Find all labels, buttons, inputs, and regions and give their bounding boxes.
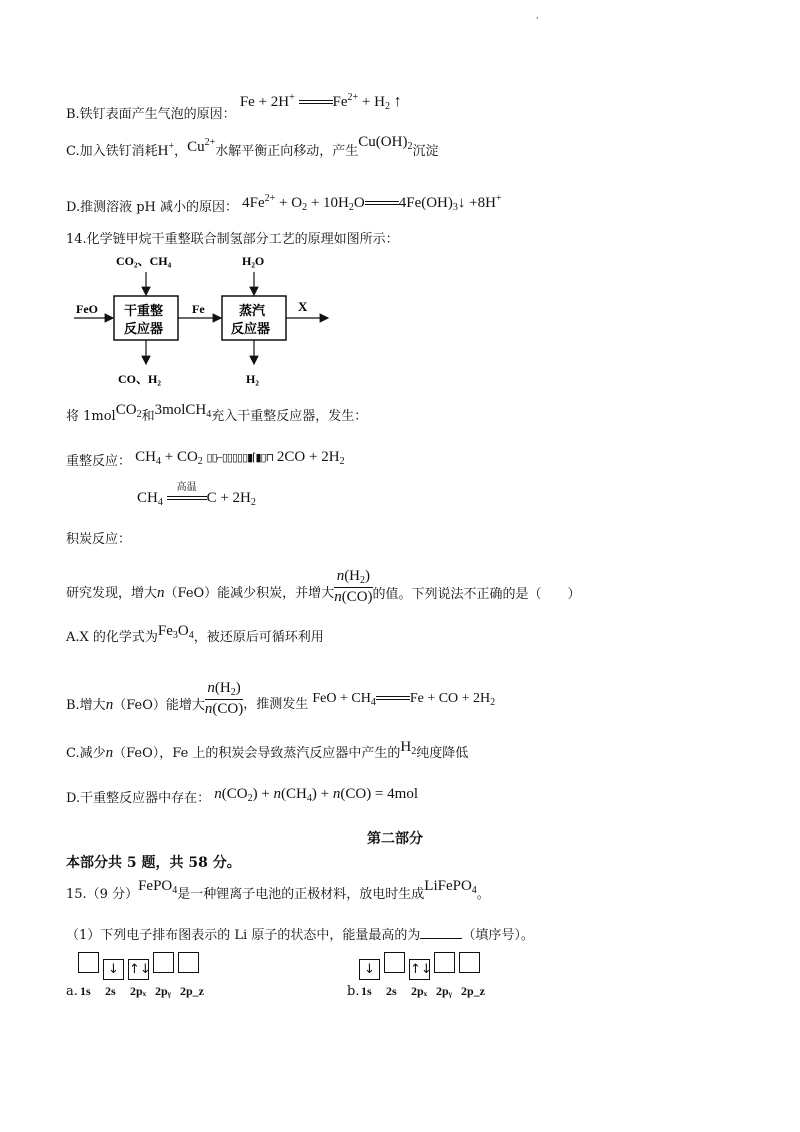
- orbital-box-1s: [78, 952, 99, 973]
- option-b-line: [66, 92, 402, 124]
- orbital-box-2px: ↑↓: [128, 959, 149, 980]
- option-d-line: D.推测溶液 pH 减小的原因： $4Fe^{2+} + O_2 + 10H_2O$ $4Fe(OH)_3↓ +8H^+$: [66, 193, 502, 215]
- option-b-text: B.铁钉表面产生气泡的原因：: [66, 107, 236, 122]
- box1-line2: 反应器: [124, 322, 164, 337]
- q15-stem: 15.（9 分）FePO$_4$是一种锂离子电池的正极材料，放电时生成LiFePO$_4$。: [66, 878, 490, 902]
- orbital-box-2px: ↑↓: [409, 959, 430, 980]
- reforming-equation: $CH_4 + CO_2$ ▯▯⌐▯▯▯▯▯▮⌈▮▯⊓ $2CO + 2H_2$: [135, 449, 345, 467]
- process-diagram: [66, 248, 356, 393]
- part-two-intro: 本部分共 5 题，共 58 分。: [66, 855, 241, 871]
- label-fe: Fe: [192, 302, 205, 316]
- option-b-equation: Fe + 2H+ $Fe^{2+} + H_2$ ↑: [239, 92, 402, 112]
- orbital-box-2py: [434, 952, 455, 973]
- orbital-box-2pz: [178, 952, 199, 973]
- orbital-box-2s: [384, 952, 405, 973]
- option-d-equation: $4Fe^{2+} + O_2 + 10H_2O$ $4Fe(OH)_3↓ +8H^+$: [242, 193, 502, 213]
- q14-finding-line: 研究发现，增大n（FeO）能减少积炭，并增大 $\frac{n(H_2)}{n(CO)}$ 的值。下列说法不正确的是（ ）: [66, 568, 581, 605]
- q14-charge-line: 将 1molCO$_2$和3molCH$_4$充入干重整反应器，发生：: [66, 402, 368, 424]
- orbital-box-2py: [153, 952, 174, 973]
- carbon-deposition-equation: $CH_4$ 高温 $C + 2H_2$: [137, 482, 256, 508]
- label-feo: FeO: [76, 302, 98, 316]
- orbital-box-2pz: [459, 952, 480, 973]
- page-dot: ·: [536, 14, 539, 24]
- label-h2-out: H₂: [246, 372, 259, 386]
- carbon-deposition-label: 积炭反应：: [66, 532, 132, 547]
- orbital-box-1s: ↓: [359, 959, 380, 980]
- option-b-fraction: $\frac{n(H_2)}{n(CO)}$: [204, 680, 244, 717]
- label-co2-ch4: CO₂、CH₄: [116, 254, 172, 268]
- part-two-title: 第二部分: [367, 831, 423, 847]
- label-h2o: H₂O: [242, 254, 265, 268]
- orbital-box-2s: ↓: [103, 959, 124, 980]
- box2-line1: 蒸汽: [239, 304, 266, 319]
- label-co-h2: CO、H₂: [118, 372, 161, 386]
- box2-line2: 反应器: [231, 322, 271, 337]
- label-x: X: [298, 299, 308, 314]
- q14-option-a: A.X 的化学式为$Fe_3O_4$，被还原后可循环利用: [66, 623, 324, 645]
- reforming-reaction-line: 重整反应： $CH_4 + CO_2$ ▯▯⌐▯▯▯▯▯▮⌈▮▯⊓ $2CO + 2H_2$: [66, 449, 345, 469]
- box1-line1: 干重整: [124, 304, 164, 319]
- answer-blank[interactable]: [420, 938, 462, 939]
- ratio-fraction: $\frac{n(H_2)}{n(CO)}$: [334, 568, 373, 605]
- q14-option-b: B.增大n（FeO）能增大 $\frac{n(H_2)}{n(CO)}$ ，推测发生 FeO + $CH_4$ Fe + CO + $2H_2$: [66, 680, 496, 717]
- q14-option-c: C.减少n（FeO），Fe 上的积炭会导致蒸汽反应器中产生的$H_2$纯度降低: [66, 739, 469, 761]
- q15-sub1: （1）下列电子排布图表示的 Li 原子的状态中，能量最高的为 （填序号）。: [66, 928, 534, 943]
- orbital-diagram-a: ↓ ↑↓ 1s 2s 2pₓ 2pᵧ 2p_z a.: [66, 952, 205, 999]
- q14-stem: 14.化学链甲烷干重整联合制氢部分工艺的原理如图所示：: [66, 232, 399, 247]
- orbital-diagram-b: ↓ ↑↓ 1s 2s 2pₓ 2pᵧ 2p_z b.: [347, 952, 486, 999]
- option-c-line: C.加入铁钉消耗H+，$Cu^{2+}$水解平衡正向移动，产生$Cu(OH)_2$沉淀: [66, 134, 439, 159]
- q14-option-d: D.干重整反应器中存在： $n(CO_2) + n(CH_4) + n(CO) = 4mol$: [66, 786, 418, 806]
